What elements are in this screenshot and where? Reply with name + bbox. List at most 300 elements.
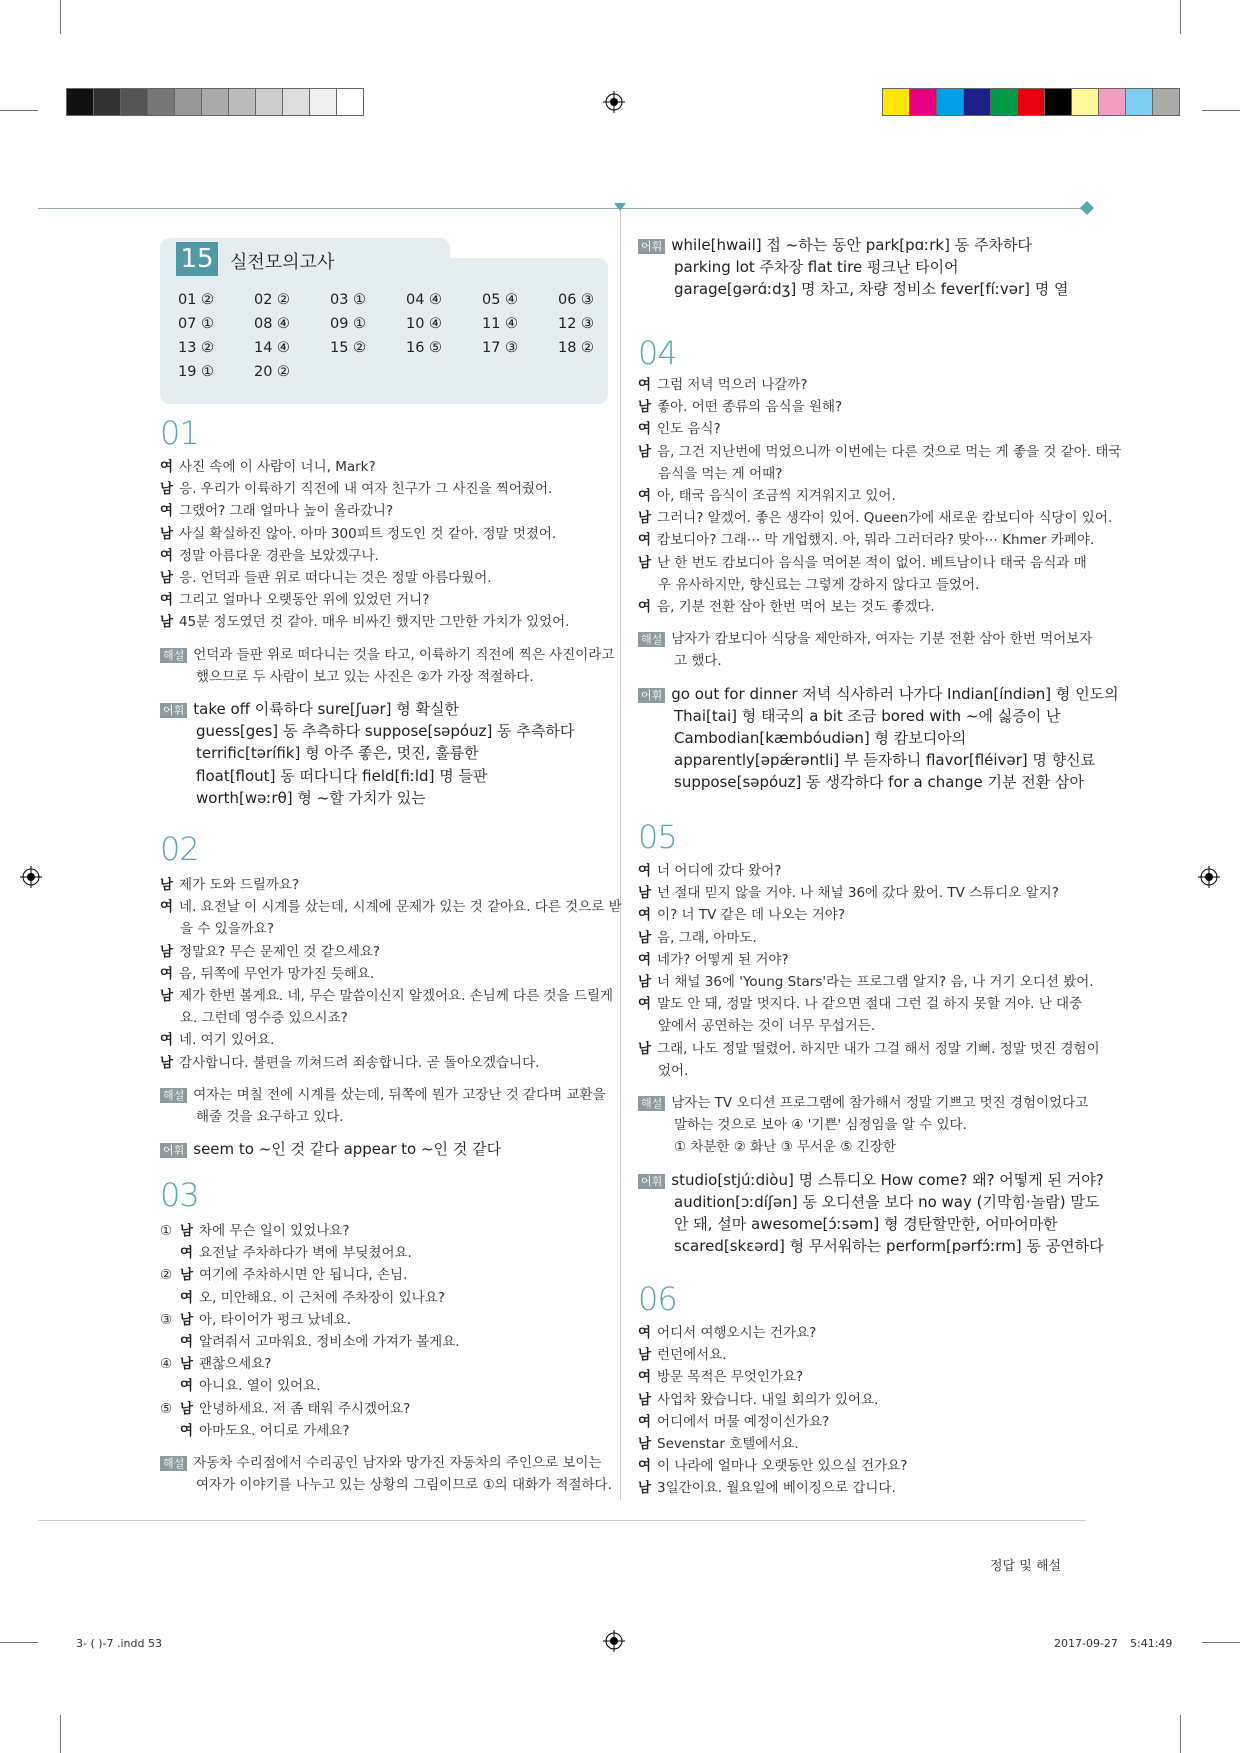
dialog-text: 아니요. 열이 있어요.	[199, 1378, 321, 1395]
explanation-line	[160, 666, 534, 688]
speaker-label: 여	[638, 488, 652, 504]
dialog-line	[638, 904, 845, 926]
dialog-text: 너 어디에 갔다 왔어?	[657, 863, 782, 879]
color-swatch	[229, 89, 256, 115]
answer-item: 18 ②	[558, 340, 595, 356]
dialog-line	[160, 478, 552, 500]
dialog-line	[638, 1389, 878, 1411]
section-number-02: 02	[160, 830, 199, 868]
dialog-line	[160, 1220, 350, 1242]
dialog-line	[160, 611, 569, 633]
dialog-text: 아마도요. 어디로 가세요?	[199, 1422, 350, 1439]
color-swatch	[1126, 89, 1153, 115]
answer-item: 12 ③	[558, 316, 595, 332]
dialog-text: 말도 안 돼, 정말 멋지다. 나 같으면 절대 그런 걸 하지 못할 거야. 난 대중	[657, 996, 1083, 1013]
explanation-text: 여자는 며칠 전에 시계를 샀는데, 뒤쪽에 뭔가 고장난 것 같다며 교환을	[193, 1086, 606, 1103]
dialog-line	[160, 1052, 539, 1074]
dialog-line	[638, 1038, 1100, 1060]
vocab-text: Cambodian[kæmbóudiən] 형 캄보디아의	[674, 729, 967, 747]
dialog-line	[638, 1455, 907, 1477]
color-swatch	[883, 89, 910, 115]
vocab-line	[638, 278, 1069, 301]
dialog-line	[638, 860, 781, 882]
explanation-text: 했으므로 두 사람이 보고 있는 사진은 ②가 가장 적절하다.	[196, 668, 534, 685]
speaker-label: 여	[160, 965, 174, 982]
vocab-line	[638, 705, 1061, 728]
section-number-01: 01	[160, 414, 199, 452]
vocab-text: take off 이륙하다 sure[ʃuər] 형 확실한	[193, 700, 460, 718]
color-swatch	[1153, 89, 1179, 115]
vocab-text: suppose[səpóuz] 동 생각하다 for a change 기분 전환 삼아	[674, 773, 1084, 792]
answer-item: 08 ④	[254, 316, 291, 332]
dialog-text: 음, 뒤쪽에 무언가 망가진 듯해요.	[179, 965, 375, 982]
crop-mark	[0, 1642, 38, 1643]
vocab-line	[160, 787, 426, 810]
dialog-text: 그래, 나도 정말 떨렸어. 하지만 내가 그걸 해서 정말 기뻐. 정말 멋진 경험이	[657, 1040, 1100, 1057]
speaker-label: 여	[160, 503, 174, 520]
dialog-line	[160, 963, 374, 985]
speaker-label: 남	[638, 443, 652, 460]
color-swatch	[1045, 89, 1072, 115]
dialog-line	[160, 1420, 350, 1442]
vocab-text: guess[ges] 동 추측하다 suppose[səpóuz] 동 추측하다	[196, 722, 575, 741]
vocab-line	[638, 749, 1095, 772]
dialog-text: 제가 한번 볼게요. 네, 무슨 말씀이신지 알겠어요. 손님께 다른 것을 드릴게	[179, 988, 614, 1004]
explanation-label: 해설	[160, 648, 187, 663]
dialog-text: 괜찮으세요?	[199, 1356, 272, 1373]
speaker-label: 여	[180, 1245, 194, 1262]
vocab-line	[160, 698, 459, 721]
vocab-line	[638, 771, 1084, 794]
dialog-text: 아, 타이어가 펑크 났네요.	[199, 1311, 351, 1328]
process-color-bar	[882, 88, 1180, 116]
dialog-line	[638, 1433, 799, 1455]
registration-mark-icon	[20, 866, 42, 888]
color-swatch	[964, 89, 991, 115]
dialog-line	[160, 1375, 321, 1397]
speaker-label: 여	[638, 377, 652, 393]
column-divider	[620, 210, 621, 1500]
answer-item: 05 ④	[482, 292, 519, 308]
color-swatch	[1099, 89, 1126, 115]
dialog-line	[638, 1366, 803, 1388]
speaker-label: 남	[638, 929, 652, 946]
dialog-line	[638, 552, 1087, 574]
dialog-line	[638, 418, 721, 440]
speaker-label: 남	[160, 943, 174, 960]
dialog-text: 그리고 얼마나 오랫동안 위에 있었던 거니?	[179, 592, 430, 609]
dialog-text: 아, 태국 음식이 조금씩 지겨워지고 있어.	[657, 488, 896, 504]
dialog-line	[638, 949, 789, 971]
vocab-line	[638, 1213, 1058, 1236]
color-swatch	[148, 89, 175, 115]
dialog-line	[160, 456, 376, 478]
vocab-line	[160, 765, 487, 788]
speaker-label: 남	[160, 570, 174, 586]
vocab-text: seem to ~인 것 같다 appear to ~인 것 같다	[193, 1140, 502, 1159]
dialog-text: 응. 우리가 이륙하기 직전에 내 여자 친구가 그 사진을 찍어줬어.	[179, 481, 553, 498]
color-swatch	[175, 89, 202, 115]
vocab-line	[160, 742, 479, 765]
footer-date: 2017-09-27	[1054, 1637, 1118, 1650]
dialog-text: Sevenstar 호텔에서요.	[657, 1436, 799, 1452]
footer-rule	[38, 1520, 1086, 1521]
dialog-line	[638, 1411, 829, 1433]
color-swatch	[991, 89, 1018, 115]
vocab-line	[638, 234, 1032, 257]
dialog-text: 알려줘서 고마워요. 정비소에 가져가 볼게요.	[199, 1334, 460, 1350]
dialog-text: 이? 너 TV 같은 데 나오는 거야?	[657, 907, 846, 924]
dialog-line	[160, 1007, 348, 1029]
unit-number: 15	[176, 242, 218, 276]
dialog-text: 응. 언덕과 들판 위로 떠다니는 것은 정말 아름다웠어.	[179, 570, 492, 586]
section-number-03: 03	[160, 1176, 199, 1214]
answer-item: 17 ③	[482, 340, 519, 356]
vocab-text: while[hwail] 접 ~하는 동안 park[pɑːrk] 동 주차하다	[671, 236, 1032, 254]
speaker-label: 여	[180, 1334, 194, 1350]
dialog-text: 네. 여기 있어요.	[179, 1032, 275, 1049]
vocab-text: audition[ɔːdíʃən] 동 오디션을 보다 no way (기막힘·놀람) 말도	[674, 1192, 1100, 1211]
dialog-line	[160, 1287, 445, 1309]
footer-time: 5:41:49	[1130, 1637, 1173, 1650]
answer-item: 14 ④	[254, 340, 291, 356]
vocab-line	[160, 720, 574, 743]
speaker-label: 남	[160, 1054, 174, 1071]
registration-mark-icon	[1198, 866, 1220, 888]
dialog-text: 그랬어? 그래 얼마나 높이 올라갔니?	[179, 503, 394, 520]
answer-grid	[178, 292, 634, 380]
explanation-line	[638, 650, 722, 672]
speaker-label: 여	[638, 1369, 652, 1386]
crop-mark	[60, 0, 61, 34]
answer-item: 06 ③	[558, 292, 595, 308]
dialog-line	[160, 567, 492, 589]
speaker-label: 여	[638, 1458, 652, 1475]
dialog-text: 좋아. 어떤 종류의 음식을 원해?	[657, 399, 843, 416]
dialog-line	[160, 523, 556, 545]
speaker-label: 여	[638, 421, 652, 438]
dialog-text: 음, 기분 전환 삼아 한번 먹어 보는 것도 좋겠다.	[657, 599, 935, 615]
footer-section-label: 정답 및 해설	[990, 1559, 1062, 1574]
dialog-line	[638, 1015, 875, 1037]
answer-item: 04 ④	[406, 292, 443, 308]
speaker-label: 남	[160, 877, 174, 893]
dialog-text: 었어.	[658, 1062, 689, 1079]
speaker-label: 남	[638, 1480, 652, 1497]
vocab-text: go out for dinner 저녁 식사하러 나가다 Indian[índiən] 형 인도의	[671, 684, 1119, 703]
color-swatch	[67, 89, 94, 115]
speaker-label: 남	[638, 554, 652, 571]
vocab-label: 어휘	[638, 1174, 665, 1189]
speaker-label: 남	[638, 1040, 652, 1057]
dialog-text: 어디서 여행오시는 건가요?	[657, 1325, 817, 1341]
color-swatch	[121, 89, 148, 115]
answer-item: 03 ①	[330, 292, 367, 308]
speaker-label: 남	[638, 1391, 652, 1408]
answer-item: 13 ②	[178, 340, 215, 356]
speaker-label: 남	[160, 614, 174, 631]
vocab-line	[638, 1235, 1104, 1258]
answer-item: 19 ①	[178, 364, 215, 380]
explanation-label: 해설	[638, 1096, 665, 1111]
color-swatch	[310, 89, 337, 115]
explanation-label: 해설	[160, 1088, 187, 1103]
dialog-line	[160, 918, 274, 940]
dialog-line	[160, 1331, 460, 1353]
dialog-text: 차에 무슨 일이 있었나요?	[199, 1223, 350, 1239]
explanation-line	[160, 644, 614, 666]
dialog-line	[160, 500, 393, 522]
dialog-line	[160, 941, 380, 963]
dialog-line	[160, 589, 429, 611]
dialog-text: 넌 절대 믿지 않을 거야. 나 채널 36에 갔다 왔어. TV 스튜디오 알지?	[657, 885, 1059, 902]
speaker-label: 남	[638, 885, 652, 902]
speaker-label: 남	[638, 399, 652, 416]
dialog-text: 앞에서 공연하는 것이 너무 무섭거든.	[658, 1018, 876, 1035]
speaker-label: 여	[638, 532, 652, 549]
vocab-line	[638, 1169, 1104, 1192]
vocab-text: worth[wəːrθ] 형 ~할 가치가 있는	[196, 788, 426, 807]
dialog-text: 네. 요전날 이 시계를 샀는데, 시계에 문제가 있는 것 같아요. 다른 것으로 받	[179, 899, 622, 916]
answer-item: 20 ②	[254, 364, 291, 380]
unit-title: 실전모의고사	[230, 252, 335, 273]
color-swatch	[910, 89, 937, 115]
explanation-text: 자동차 수리점에서 수리공인 남자와 망가진 자동차의 주인으로 보이는	[193, 1455, 602, 1471]
choice-number: ①	[160, 1223, 173, 1239]
dialog-text: 정말요? 무슨 문제인 것 같으세요?	[179, 943, 381, 960]
explanation-line	[160, 1084, 606, 1106]
dialog-line	[160, 1398, 410, 1420]
explanation-text: ① 차분한 ② 화난 ③ 무서운 ⑤ 긴장한	[674, 1139, 896, 1156]
speaker-label: 여	[180, 1289, 194, 1306]
dialog-line	[638, 993, 1082, 1015]
vocab-label: 어휘	[160, 1143, 187, 1158]
speaker-label: 남	[160, 525, 174, 542]
speaker-label: 남	[180, 1223, 194, 1239]
registration-mark-icon	[603, 91, 625, 113]
speaker-label: 여	[180, 1378, 194, 1395]
dialog-text: 제가 도와 드릴까요?	[179, 877, 300, 893]
answer-item: 11 ④	[482, 316, 519, 332]
vocab-line	[638, 1191, 1099, 1214]
crop-mark	[1202, 1642, 1240, 1643]
dialog-line	[638, 507, 1112, 529]
dialog-line	[160, 1353, 271, 1375]
dialog-text: 45분 정도였던 것 같아. 매우 비싸긴 했지만 그만한 가치가 있었어.	[179, 614, 570, 631]
color-swatch	[94, 89, 121, 115]
dialog-text: 정말 아름다운 경관을 보았겠구나.	[179, 547, 379, 564]
vocab-text: parking lot 주차장 flat tire 펑크난 타이어	[674, 258, 959, 277]
speaker-label: 남	[638, 1347, 652, 1364]
dialog-line	[160, 1309, 351, 1331]
dialog-line	[638, 574, 979, 596]
answer-item: 01 ②	[178, 292, 215, 308]
registration-mark-icon	[603, 1630, 625, 1652]
dialog-text: 감사합니다. 불편을 끼쳐드려 죄송합니다. 곧 돌아오겠습니다.	[179, 1054, 540, 1071]
speaker-label: 여	[160, 547, 174, 564]
dialog-text: 3일간이요. 월요일에 베이징으로 갑니다.	[657, 1480, 896, 1497]
grayscale-color-bar	[66, 88, 364, 116]
dialog-line	[638, 1344, 727, 1366]
section-number-04: 04	[638, 334, 677, 372]
dialog-line	[638, 529, 1094, 551]
section-number-06: 06	[638, 1280, 677, 1318]
color-swatch	[1072, 89, 1099, 115]
header-rule	[38, 208, 1086, 209]
answer-item: 02 ②	[254, 292, 291, 308]
dialog-text: 요전날 주차하다가 벽에 부딪쳤어요.	[199, 1245, 412, 1262]
explanation-text: 남자는 TV 오디션 프로그램에 참가해서 정말 기쁘고 멋진 경험이었다고	[671, 1095, 1089, 1111]
diamond-marker-icon	[1080, 201, 1094, 215]
explanation-text: 남자가 캄보디아 식당을 제안하자, 여자는 기분 전환 삼아 한번 먹어보자	[671, 631, 1093, 648]
choice-number: ③	[160, 1311, 173, 1328]
explanation-line	[160, 1452, 602, 1474]
explanation-line	[638, 1114, 967, 1136]
vocab-label: 어휘	[160, 703, 187, 718]
choice-number: ⑤	[160, 1400, 173, 1417]
answer-item: 10 ④	[406, 316, 443, 332]
speaker-label: 여	[160, 1032, 174, 1049]
speaker-label: 남	[180, 1267, 194, 1284]
dialog-line	[638, 1477, 896, 1499]
dialog-line	[638, 441, 1121, 463]
dialog-text: 너 채널 36에 'Young Stars'라는 프로그램 알지? 음, 나 거기 오디션 봤어.	[657, 974, 1094, 990]
speaker-label: 남	[180, 1400, 194, 1417]
crop-mark	[1180, 0, 1181, 34]
vocab-text: 안 돼, 설마 awesome[ɔ́ːsəm] 형 경탄할만한, 어마어마한	[674, 1215, 1058, 1233]
crop-mark	[60, 1715, 61, 1753]
dialog-text: 요. 그런데 영수증 있으시죠?	[180, 1010, 348, 1027]
dialog-line	[638, 882, 1059, 904]
dialog-line	[160, 874, 299, 896]
color-swatch	[337, 89, 363, 115]
dialog-text: 어디에서 머물 예정이신가요?	[657, 1413, 830, 1430]
color-swatch	[283, 89, 310, 115]
color-swatch	[256, 89, 283, 115]
speaker-label: 남	[180, 1311, 194, 1328]
dialog-text: 사업차 왔습니다. 내일 회의가 있어요.	[657, 1391, 879, 1408]
vocab-text: terrific[tərífik] 형 아주 좋은, 멋진, 훌륭한	[196, 744, 479, 763]
explanation-line	[638, 628, 1092, 650]
dialog-text: 인도 음식?	[657, 421, 721, 438]
answer-item: 16 ⑤	[406, 340, 443, 356]
color-swatch	[202, 89, 229, 115]
dialog-line	[638, 374, 808, 396]
speaker-label: 여	[638, 1413, 652, 1430]
choice-number: ②	[160, 1267, 173, 1284]
vocab-text: studio[stjúːdiòu] 명 스튜디오 How come? 왜? 어떻게 된 거야?	[671, 1170, 1104, 1189]
dialog-text: 음식을 먹는 게 어때?	[658, 465, 783, 482]
vocab-label: 어휘	[638, 239, 665, 254]
explanation-line	[160, 1474, 612, 1496]
dialog-line	[160, 985, 613, 1007]
vocab-text: garage[gərɑ́ːdʒ] 명 차고, 차량 정비소 fever[fíːvər] 명 열	[674, 280, 1069, 299]
dialog-line	[160, 896, 622, 918]
dialog-text: 런던에서요.	[657, 1347, 727, 1364]
color-swatch	[937, 89, 964, 115]
speaker-label: 여	[180, 1422, 194, 1439]
speaker-label: 여	[160, 899, 174, 916]
dialog-text: 음, 그건 지난번에 먹었으니까 이번에는 다른 것으로 먹는 게 좋을 것 같아. 태국	[657, 443, 1122, 460]
dialog-line	[160, 1242, 412, 1264]
dialog-text: 방문 목적은 무엇인가요?	[657, 1369, 804, 1386]
crop-mark	[1202, 110, 1240, 111]
explanation-label: 해설	[638, 632, 665, 647]
explanation-line	[638, 1092, 1088, 1114]
dialog-line	[160, 545, 379, 567]
answer-item: 07 ①	[178, 316, 215, 332]
explanation-text: 언덕과 들판 위로 떠다니는 것을 타고, 이륙하기 직전에 찍은 사진이라고	[193, 646, 615, 663]
dialog-text: 난 한 번도 캄보디아 음식을 먹어본 적이 없어. 베트남이나 태국 음식과 매	[657, 554, 1087, 571]
speaker-label: 남	[180, 1356, 194, 1373]
explanation-text: 말하는 것으로 보아 ④ '기쁜' 심정임을 알 수 있다.	[674, 1117, 967, 1134]
speaker-label: 남	[160, 481, 174, 498]
crop-mark	[1180, 1715, 1181, 1753]
vocab-line	[638, 727, 966, 750]
dialog-text: 음, 그래, 아마도.	[657, 929, 757, 946]
speaker-label: 남	[638, 1436, 652, 1452]
vocab-text: apparently[əpǽrəntli] 부 듣자하니 flavor[fléivər] 명 향신료	[674, 751, 1096, 770]
vocab-label: 어휘	[638, 688, 665, 703]
dialog-line	[638, 396, 842, 418]
speaker-label: 여	[638, 951, 652, 968]
footer-file-name: 3- ( )-7 .indd 53	[76, 1637, 162, 1650]
explanation-text: 고 했다.	[674, 653, 722, 670]
dialog-line	[638, 485, 896, 507]
explanation-line	[638, 1136, 896, 1158]
dialog-text: 오, 미안해요. 이 근처에 주차장이 있나요?	[199, 1289, 445, 1306]
vocab-text: float[flout] 동 떠다니다 field[fiːld] 명 들판	[196, 766, 488, 785]
dialog-text: 사진 속에 이 사람이 너니, Mark?	[179, 459, 376, 475]
speaker-label: 여	[638, 599, 652, 615]
explanation-label: 해설	[160, 1456, 187, 1471]
dialog-text: 이 나라에 얼마나 오랫동안 있으실 건가요?	[657, 1458, 908, 1475]
dialog-text: 여기에 주차하시면 안 됩니다, 손님.	[199, 1267, 408, 1284]
speaker-label: 여	[638, 1325, 652, 1341]
answer-item: 09 ①	[330, 316, 367, 332]
dialog-text: 을 수 있을까요?	[180, 921, 274, 938]
answer-item: 15 ②	[330, 340, 367, 356]
dialog-line	[638, 927, 757, 949]
dialog-line	[638, 1322, 816, 1344]
section-number-05: 05	[638, 818, 677, 856]
explanation-text: 여자가 이야기를 나누고 있는 상황의 그림이므로 ①의 대화가 적절하다.	[196, 1477, 612, 1494]
vocab-text: scared[skɛərd] 형 무서워하는 perform[pərfɔ́ːrm] 동 공연하다	[674, 1237, 1104, 1256]
dialog-line	[160, 1264, 407, 1286]
vocab-text: Thai[tai] 형 태국의 a bit 조금 bored with ~에 싫증이 난	[674, 706, 1061, 725]
dialog-line	[638, 596, 935, 618]
color-swatch	[1018, 89, 1045, 115]
dialog-text: 안녕하세요. 저 좀 태워 주시겠어요?	[199, 1400, 411, 1417]
dialog-text: 우 유사하지만, 향신료는 그렇게 강하지 않다고 들었어.	[658, 576, 980, 593]
speaker-label: 여	[638, 863, 652, 879]
choice-number: ④	[160, 1356, 173, 1373]
speaker-label: 여	[638, 907, 652, 924]
speaker-label: 여	[160, 592, 174, 609]
explanation-text: 해줄 것을 요구하고 있다.	[196, 1109, 344, 1125]
speaker-label: 여	[638, 996, 652, 1013]
vocab-line	[160, 1138, 501, 1161]
dialog-line	[638, 463, 782, 485]
explanation-line	[160, 1106, 344, 1128]
speaker-label: 남	[638, 974, 652, 990]
vocab-line	[638, 683, 1119, 706]
vocab-line	[638, 256, 959, 279]
dialog-text: 그러니? 알겠어. 좋은 생각이 있어. Queen가에 새로운 캄보디아 식당이 있어.	[657, 510, 1113, 527]
speaker-label: 여	[160, 459, 174, 475]
dialog-text: 네가? 어떻게 된 거야?	[657, 951, 789, 968]
speaker-label: 남	[160, 988, 174, 1004]
